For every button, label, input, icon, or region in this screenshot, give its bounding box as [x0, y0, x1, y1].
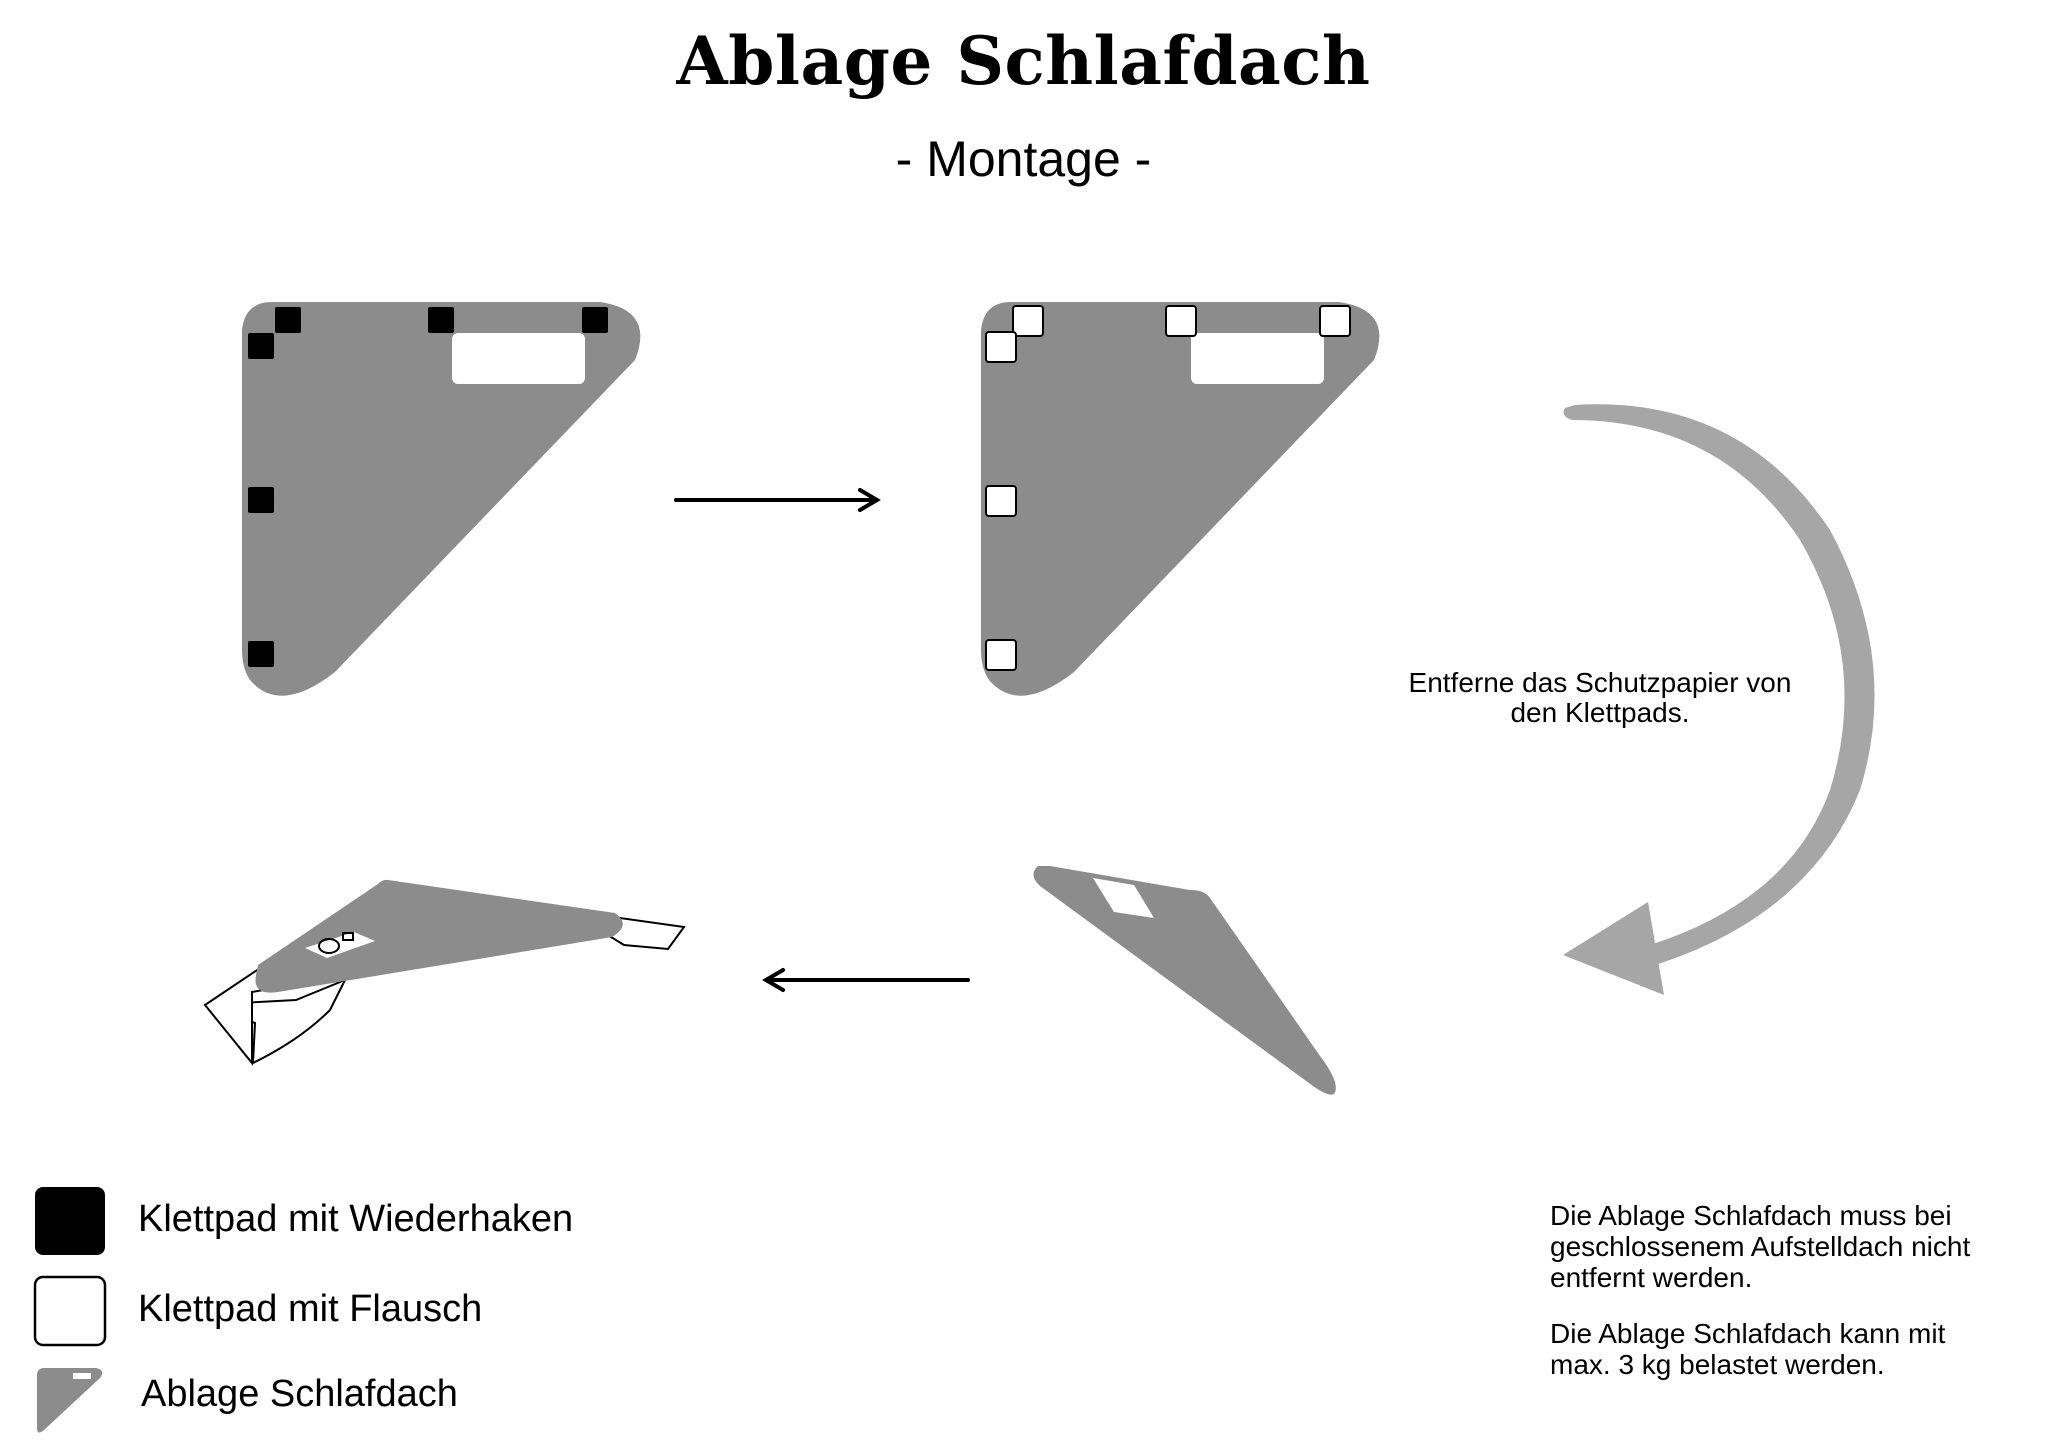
shelf-cutout — [452, 333, 585, 384]
hook-pad — [248, 487, 274, 513]
shelf-with-hook-pads — [242, 302, 640, 696]
hook-pad — [428, 307, 454, 333]
note-line: Die Ablage Schlafdach kann mit — [1550, 1318, 1946, 1349]
legend-loop-pad-icon — [35, 1277, 105, 1345]
shelf-shape — [255, 880, 622, 993]
legend-label-hook-pad: Klettpad mit Wiederhaken — [138, 1198, 574, 1240]
legend-shelf-icon — [37, 1368, 102, 1433]
note-load — [1550, 1318, 2020, 1380]
page-subtitle: - Montage - — [895, 131, 1152, 187]
hook-pad — [248, 333, 274, 359]
loop-pad — [986, 332, 1016, 362]
hook-pad — [248, 641, 274, 667]
legend-label-shelf: Ablage Schlafdach — [141, 1373, 458, 1415]
loop-pad — [1166, 306, 1196, 336]
note-line: max. 3 kg belastet werden. — [1550, 1349, 1885, 1380]
loop-pad — [1320, 306, 1350, 336]
step-caption — [1340, 668, 1860, 728]
step-caption-line: den Klettpads. — [1510, 697, 1690, 728]
flipped-shelf — [1033, 866, 1335, 1095]
legend-label-loop-pad: Klettpad mit Flausch — [138, 1288, 483, 1330]
step-caption-line: Entferne das Schutzpapier von — [1408, 667, 1792, 698]
hook-pad — [275, 307, 301, 333]
note-removal — [1550, 1200, 2020, 1293]
mounted-shelf-on-rail — [205, 880, 684, 1063]
loop-pad — [986, 486, 1016, 516]
page-title: Ablage Schlafdach — [676, 22, 1371, 100]
shelf-cutout — [1191, 333, 1324, 384]
note-line: entfernt werden. — [1550, 1262, 1753, 1293]
shelf-shape — [1033, 866, 1335, 1095]
arrow-right-icon — [676, 490, 877, 510]
shelf-with-loop-pads — [981, 302, 1379, 696]
loop-pad — [1013, 306, 1043, 336]
loop-pad — [986, 640, 1016, 670]
note-line: geschlossenem Aufstelldach nicht — [1550, 1231, 1971, 1262]
note-line: Die Ablage Schlafdach muss bei — [1550, 1200, 1952, 1231]
legend-hook-pad-icon — [35, 1187, 105, 1255]
hook-pad — [582, 307, 608, 333]
arrow-left-icon — [766, 970, 968, 990]
